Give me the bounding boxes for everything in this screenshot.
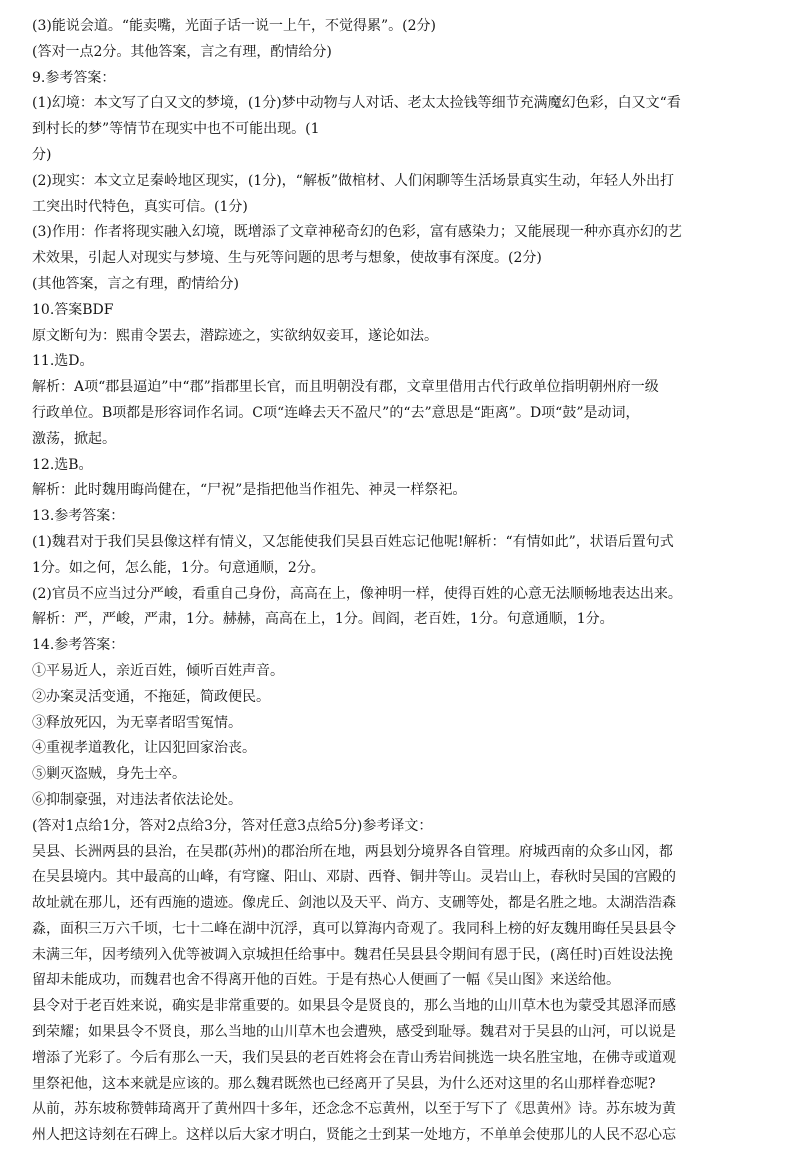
text-line: 行政单位。B项都是形容词作名词。C项“连峰去天不盈尺”的“去”意思是“距离”。D项“鼓”是动词，	[32, 404, 640, 421]
text-line: 增添了光彩了。今后有那么一天，我们吴县的老百姓将会在青山秀岩间挑选一块名胜宝地，在佛寺或道观	[32, 1049, 676, 1066]
text-line: 原文断句为：熙甫令罢去，潜踪迹之，实欲纳奴妾耳，遂论如法。	[32, 327, 438, 344]
text-line: ④重视孝道教化，让囚犯回家治丧。	[32, 740, 256, 757]
text-line: 9.参考答案：	[32, 69, 116, 86]
text-line: 淼，面积三万六千顷，七十二峰在湖中沉浮，真可以算海内奇观了。我同科上榜的好友魏用晦任吴县县令	[32, 920, 676, 937]
text-line: 到荣耀；如果县令不贤良，那么当地的山川草木也会遭殃，感受到耻辱。魏君对于吴县的山河，可以说是	[32, 1024, 676, 1041]
text-line: (2)官员不应当过分严峻，看重自己身份，高高在上，像神明一样，使得百姓的心意无法顺畅地表达出来。	[32, 585, 682, 602]
text-line: ⑥抑制豪强，对违法者依法论处。	[32, 791, 242, 808]
text-line: 故址就在那儿，还有西施的遗迹。像虎丘、剑池以及天平、尚方、支硎等处，都是名胜之地。太湖浩浩森	[32, 895, 676, 912]
text-line: (3)能说会道。“能卖嘴，光面子话一说一上午，不觉得累”。(2分)	[32, 18, 436, 34]
text-line: 12.选B。	[32, 456, 93, 473]
text-line: (其他答案，言之有理，酌情给分)	[32, 275, 239, 292]
text-line: 激荡，掀起。	[32, 430, 116, 447]
text-line: 县令对于老百姓来说，确实是非常重要的。如果县令是贤良的，那么当地的山川草木也为蒙受其恩泽而感	[32, 998, 676, 1015]
text-line: (3)作用：作者将现实融入幻境，既增添了文章神秘奇幻的色彩，富有感染力；又能展现一种亦真亦幻的艺	[32, 224, 682, 241]
text-line: 吴县、长洲两县的县治，在吴郡(苏州)的郡治所在地，两县划分境界各自管理。府城西南的众多山冈，都	[32, 843, 673, 860]
text-line: 州人把这诗刻在石碑上。这样以后大家才明白，贤能之士到某一处地方，不单单会使那儿的人民不忍心忘	[32, 1127, 676, 1144]
text-line: 留却未能成功，而魏君也舍不得离开他的百姓。于是有热心人便画了一幅《吴山图》来送给他。	[32, 972, 620, 989]
text-line: 解析：A项“郡县逼迫”中“郡”指郡里长官，而且明朝没有郡，文章里借用古代行政单位指明朝州府一级	[32, 379, 659, 396]
text-line: (1)魏君对于我们吴县像这样有情义，又怎能使我们吴县百姓忘记他呢!解析：“有情如此”，状语后置句式	[32, 533, 674, 550]
text-line: (1)幻境：本文写了白又文的梦境，(1分)梦中动物与人对话、老太太捡钱等细节充满魔幻色彩，白又文“看	[32, 95, 681, 112]
text-line: (2)现实：本文立足秦岭地区现实，(1分)，“解板”做棺材、人们闲聊等生活场景真实生动，年轻人外出打	[32, 172, 674, 189]
text-line: 分)	[32, 146, 52, 163]
text-line: 13.参考答案：	[32, 508, 125, 525]
text-line: (答对一点2分。其他答案，言之有理，酌情给分)	[32, 43, 332, 60]
text-line: 14.参考答案：	[32, 637, 125, 654]
text-line: 10.答案BDF	[32, 301, 114, 318]
text-line: ②办案灵活变通，不拖延，简政便民。	[32, 688, 270, 705]
text-line: 工突出时代特色，真实可信。(1分)	[32, 198, 248, 215]
text-line: ⑤剿灭盗贼，身先士卒。	[32, 766, 186, 783]
text-line: 到村长的梦”等情节在现实中也不可能出现。(1	[32, 121, 320, 138]
answer-document	[32, 14, 782, 1175]
text-line: 未满三年，因考绩列入优等被调入京城担任给事中。魏君任吴县县令期间有恩于民，(离任时)百姓设法挽	[32, 946, 673, 963]
text-line: 术效果，引起人对现实与梦境、生与死等问题的思考与想象，使故事有深度。(2分)	[32, 250, 542, 267]
text-line: (答对1点给1分，答对2点给3分，答对任意3点给5分)参考译文：	[32, 817, 433, 834]
text-line: ①平易近人，亲近百姓，倾听百姓声音。	[32, 662, 284, 679]
text-line: 里祭祀他，这本来就是应该的。那么魏君既然也已经离开了吴县，为什么还对这里的名山那样眷恋呢?	[32, 1075, 656, 1092]
text-line: 11.选D。	[32, 353, 94, 370]
text-line: 从前，苏东坡称赞韩琦离开了黄州四十多年，还念念不忘黄州，以至于写下了《思黄州》诗。苏东坡为黄	[32, 1101, 676, 1118]
text-line: 1分。如之何，怎么能，1分。句意通顺，2分。	[32, 559, 325, 576]
text-line: 解析：此时魏用晦尚健在，“尸祝”是指把他当作祖先、神灵一样祭祀。	[32, 482, 467, 499]
text-line: ③释放死囚，为无辜者昭雪冤情。	[32, 714, 242, 731]
text-line	[32, 1149, 782, 1175]
text-line: 在吴县境内。其中最高的山峰，有穹窿、阳山、邓尉、西脊、铜井等山。灵岩山上，春秋时吴国的宫殿的	[32, 869, 676, 886]
text-line: 解析：严，严峻，严肃，1分。赫赫，高高在上，1分。闾阎，老百姓，1分。句意通顺，1分。	[32, 611, 614, 628]
